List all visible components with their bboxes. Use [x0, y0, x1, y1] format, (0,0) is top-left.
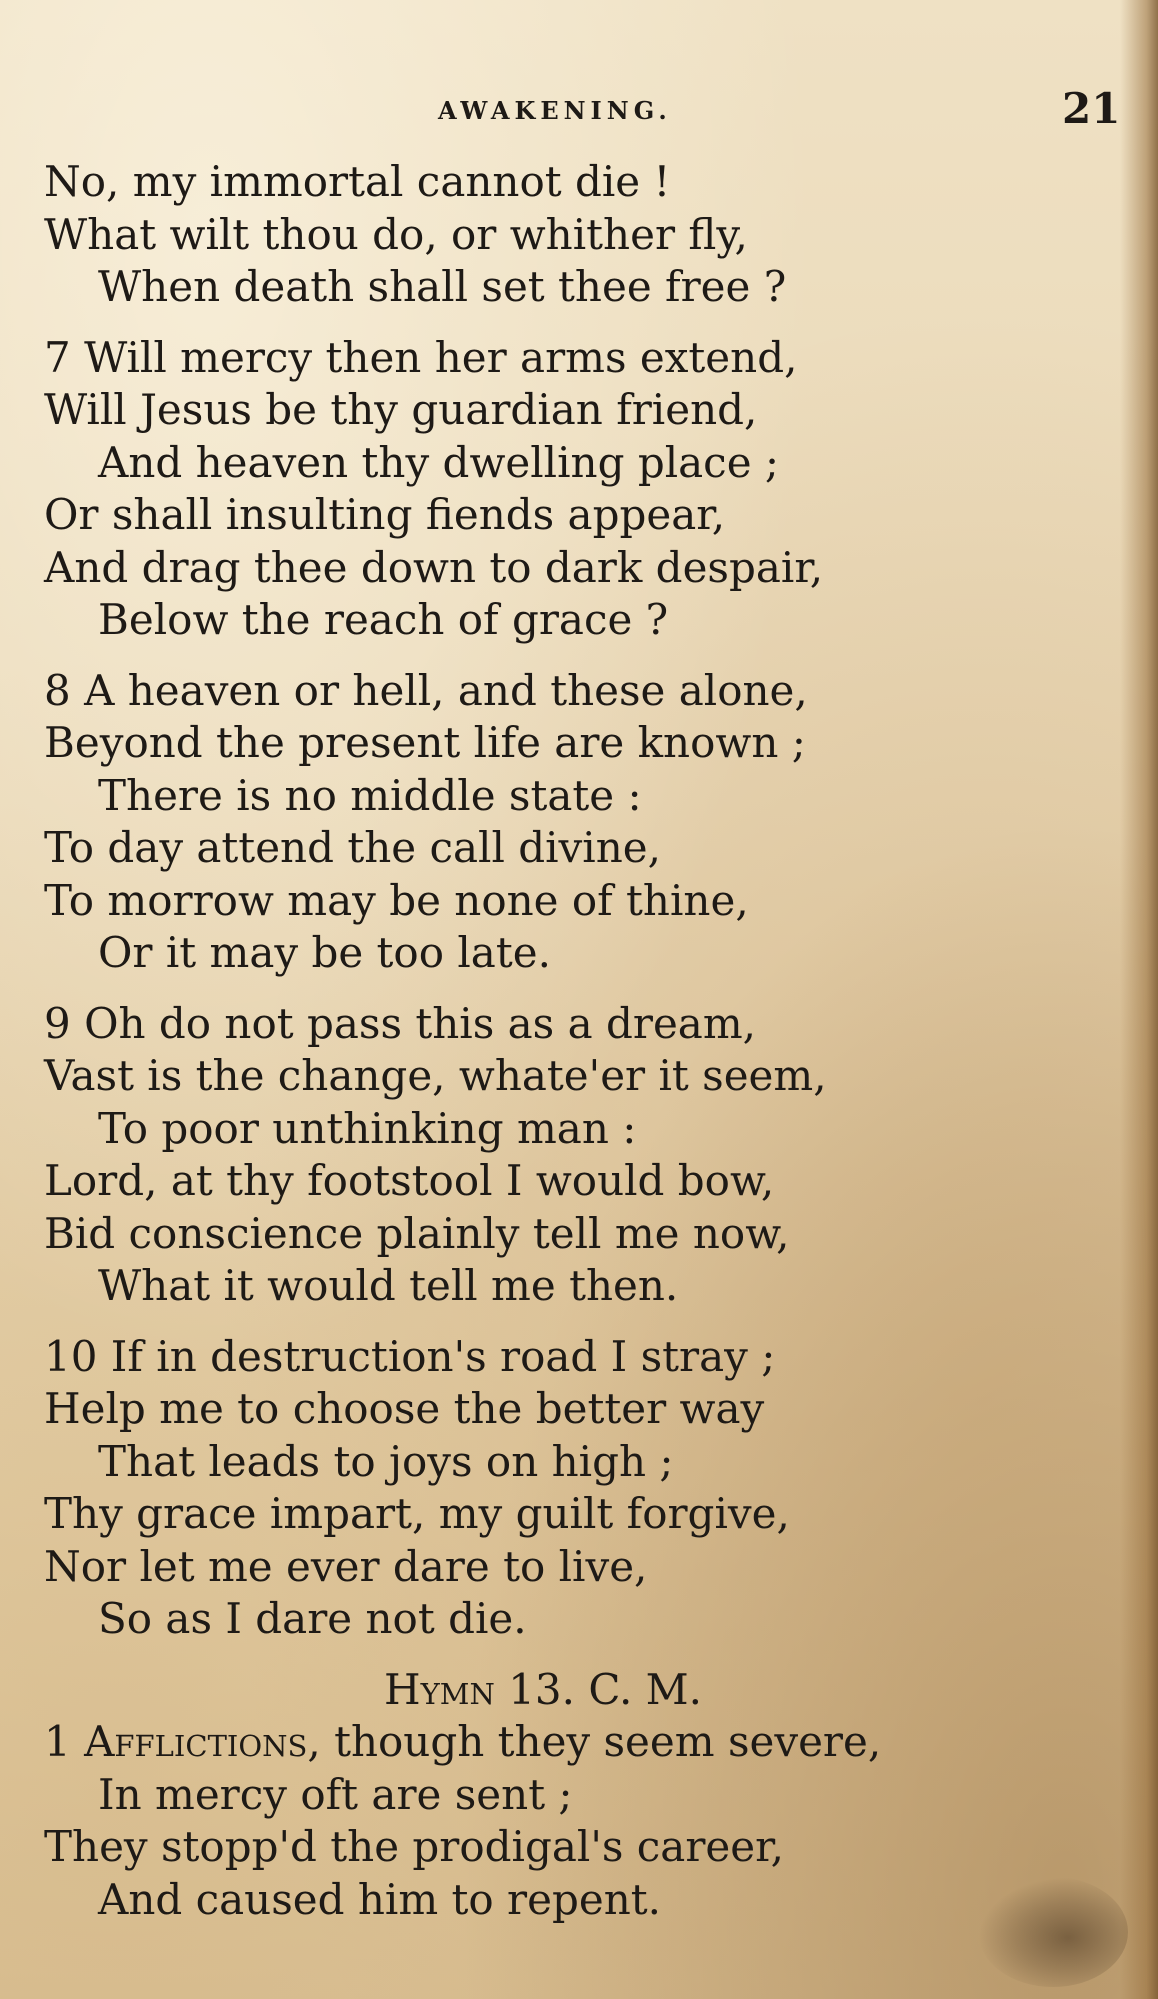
verse-line: Lord, at thy footstool I would bow,: [44, 1156, 775, 1205]
verse-line: Beyond the present life are known ;: [44, 718, 806, 767]
stanza: [44, 1331, 1094, 1646]
stanza: [44, 156, 1094, 314]
verse-line: And heaven thy dwelling place ;: [98, 437, 780, 487]
verse-line: No, my immortal cannot die !: [44, 157, 671, 206]
verse-line: To morrow may be none of thine,: [44, 875, 749, 925]
stanza-line: [44, 1716, 1094, 1769]
verse-line: Help me to choose the better way: [44, 1384, 765, 1433]
hymn-text: [44, 156, 1094, 1944]
verse-line: Or it may be too late.: [98, 928, 551, 977]
stanza-number: 1: [44, 1717, 71, 1766]
stanza: [44, 332, 1094, 647]
page-number: 21: [1062, 84, 1121, 133]
verse-line: And caused him to repent.: [98, 1874, 662, 1924]
verse-line: Thy grace impart, my guilt forgive,: [44, 1489, 790, 1538]
verse-line: And drag thee down to dark despair,: [44, 542, 824, 592]
stanza-first-word: Afflictions: [84, 1717, 308, 1766]
verse-line: Bid conscience plainly tell me now,: [44, 1208, 790, 1258]
verse-line: Or shall insulting fiends appear,: [44, 490, 726, 539]
verse-line: There is no middle state :: [98, 770, 642, 820]
verse-line: 7 Will mercy then her arms extend,: [44, 332, 798, 382]
hymn-lines: [44, 1769, 1094, 1927]
verse-line: To poor unthinking man :: [98, 1103, 637, 1153]
stanza: [44, 998, 1094, 1313]
hymn-13-stanza-1: [44, 1716, 1094, 1926]
verse-line: Below the reach of grace ?: [98, 595, 669, 644]
first-line-rest: , though they seem severe,: [307, 1717, 882, 1766]
verse-line: Will Jesus be thy guardian friend,: [44, 385, 758, 434]
verse-line: 8 A heaven or hell, and these alone,: [44, 665, 808, 715]
stanza-list: [44, 156, 1094, 1646]
verse-line: So as I dare not die.: [98, 1594, 527, 1643]
verse-line: In mercy oft are sent ;: [98, 1769, 573, 1819]
page-header: [0, 84, 1158, 133]
verse-line: Vast is the change, whate'er it seem,: [44, 1051, 827, 1100]
verse-line: 10 If in destruction's road I stray ;: [44, 1331, 776, 1381]
page-edge-shadow: [1120, 0, 1158, 1999]
running-head: AWAKENING.: [438, 96, 672, 125]
verse-line: That leads to joys on high ;: [98, 1436, 674, 1486]
verse-line: When death shall set thee free ?: [98, 262, 787, 311]
hymn-title: Hymn 13. C. M.: [384, 1664, 703, 1714]
stanza: [44, 665, 1094, 980]
verse-line: What wilt thou do, or whither fly,: [44, 209, 748, 259]
verse-line: They stopp'd the prodigal's career,: [44, 1822, 784, 1871]
verse-line: What it would tell me then.: [98, 1261, 679, 1310]
verse-line: Nor let me ever dare to live,: [44, 1541, 648, 1591]
verse-line: To day attend the call divine,: [44, 823, 661, 872]
verse-line: 9 Oh do not pass this as a dream,: [44, 998, 757, 1048]
